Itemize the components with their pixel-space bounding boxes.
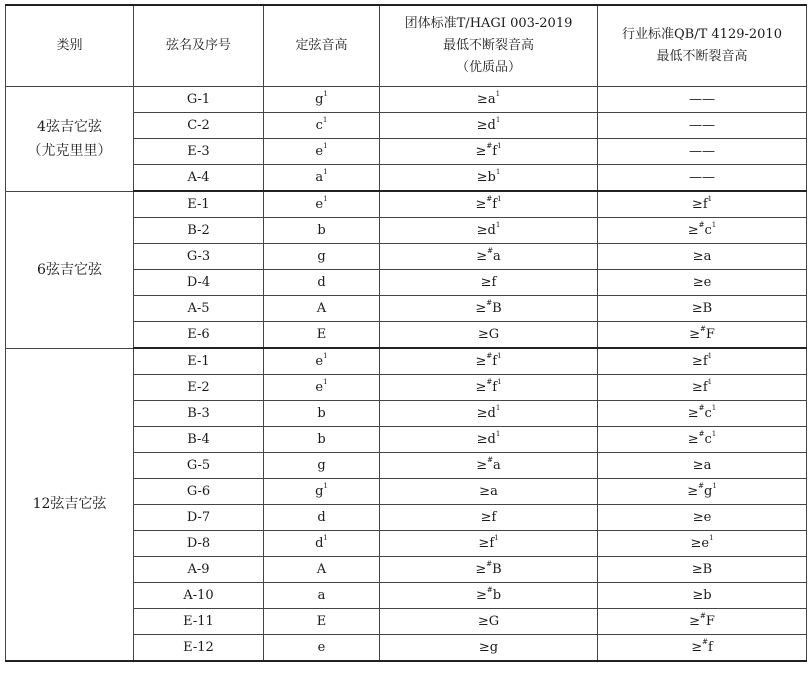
string-name-cell: A-5 xyxy=(134,296,264,322)
octave-mark: 1 xyxy=(323,534,328,542)
note-mark: a xyxy=(703,249,712,264)
accidental-mark: # xyxy=(700,612,706,620)
table-row xyxy=(6,87,807,113)
t-hagi-cell xyxy=(380,165,598,192)
note-mark: b xyxy=(487,170,496,185)
string-name-cell: B-3 xyxy=(134,401,264,427)
qb-t-cell xyxy=(598,218,807,244)
note-mark: d xyxy=(487,118,496,133)
relation-mark: ≥ xyxy=(476,118,488,133)
tuning-cell xyxy=(264,583,380,609)
t-hagi-cell xyxy=(380,557,598,583)
note-mark: d xyxy=(487,432,496,447)
t-hagi-cell xyxy=(380,427,598,453)
string-name-cell: C-2 xyxy=(134,113,264,139)
note-mark: c xyxy=(704,223,712,238)
tuning-cell xyxy=(264,113,380,139)
note-mark: f xyxy=(492,144,498,159)
string-name-cell: E-1 xyxy=(134,348,264,375)
accidental-mark: # xyxy=(702,638,708,646)
note-mark: e xyxy=(315,354,324,369)
relation-mark: ≥ xyxy=(476,92,488,107)
octave-mark: 1 xyxy=(709,534,714,542)
tuning-cell xyxy=(264,296,380,322)
string-name-cell: E-1 xyxy=(134,191,264,218)
t-hagi-cell xyxy=(380,244,598,270)
relation-mark: ≥ xyxy=(687,484,699,499)
header-t-hagi-line-2: 最低不断裂音高 xyxy=(442,38,534,53)
note-mark: A xyxy=(316,562,327,577)
qb-t-cell xyxy=(598,609,807,635)
category-label: 4弦吉它弦 xyxy=(37,118,102,135)
octave-mark: 1 xyxy=(323,378,328,386)
note-mark: B xyxy=(702,301,713,316)
note-mark: g xyxy=(703,484,713,499)
relation-mark: ≥ xyxy=(689,327,700,342)
tuning-cell xyxy=(264,479,380,505)
octave-mark: 1 xyxy=(495,430,501,438)
tuning-cell xyxy=(264,322,380,349)
note-mark: f xyxy=(492,354,498,369)
qb-t-cell xyxy=(598,505,807,531)
note-mark: a xyxy=(315,170,324,185)
note-mark: B xyxy=(702,562,713,577)
accidental-mark: # xyxy=(486,195,493,203)
relation-mark: ≥ xyxy=(476,223,488,238)
category-cell xyxy=(6,191,134,348)
note-mark: b xyxy=(317,223,326,238)
octave-mark: 1 xyxy=(323,352,328,360)
string-name-cell: E-6 xyxy=(134,322,264,349)
qb-t-cell xyxy=(598,296,807,322)
t-hagi-cell xyxy=(380,635,598,662)
relation-mark: ≥ xyxy=(691,354,703,369)
relation-mark: ≥ xyxy=(687,223,699,238)
note-mark: G xyxy=(488,327,500,342)
note-mark: d xyxy=(315,536,324,551)
string-name-cell: E-11 xyxy=(134,609,264,635)
string-name-cell: G-3 xyxy=(134,244,264,270)
relation-mark: ≥ xyxy=(475,588,487,603)
t-hagi-cell xyxy=(380,348,598,375)
note-mark: a xyxy=(317,588,326,603)
relation-mark: ≥ xyxy=(476,406,488,421)
relation-mark: ≥ xyxy=(689,614,700,629)
relation-mark: —— xyxy=(689,118,715,133)
category-cell xyxy=(6,87,134,192)
relation-mark: ≥ xyxy=(478,536,490,551)
relation-mark: ≥ xyxy=(691,380,703,395)
octave-mark: 1 xyxy=(711,404,717,412)
relation-mark: —— xyxy=(689,170,715,185)
header-t-hagi-line-1: 团体标准T/HAGI 003-2019 xyxy=(404,16,573,31)
note-mark: f xyxy=(491,275,497,290)
t-hagi-cell xyxy=(380,479,598,505)
note-mark: B xyxy=(492,301,502,316)
header-qb-t-line-1: 行业标准QB/T 4129-2010 xyxy=(622,27,782,42)
header-t-hagi-line-3: （优质品） xyxy=(455,60,521,75)
table-row xyxy=(6,348,807,375)
qb-t-cell xyxy=(598,113,807,139)
octave-mark: 1 xyxy=(497,352,502,360)
note-mark: a xyxy=(703,458,712,473)
note-mark: c xyxy=(315,118,323,133)
relation-mark: ≥ xyxy=(691,197,703,212)
tuning-cell xyxy=(264,401,380,427)
accidental-mark: # xyxy=(486,352,493,360)
relation-mark: ≥ xyxy=(691,301,703,316)
tuning-cell xyxy=(264,505,380,531)
note-mark: g xyxy=(315,484,324,499)
note-mark: e xyxy=(315,380,324,395)
octave-mark: 1 xyxy=(707,378,713,386)
table-body xyxy=(6,87,807,662)
table-row xyxy=(6,191,807,218)
qb-t-cell xyxy=(598,531,807,557)
accidental-mark: # xyxy=(698,221,705,229)
accidental-mark: # xyxy=(487,456,493,464)
category-label: （尤克里里） xyxy=(27,142,112,159)
octave-mark: 1 xyxy=(497,195,502,203)
note-mark: F xyxy=(705,327,715,342)
tuning-cell xyxy=(264,609,380,635)
relation-mark: ≥ xyxy=(687,406,699,421)
tuning-cell xyxy=(264,348,380,375)
octave-mark: 1 xyxy=(323,90,328,98)
note-mark: e xyxy=(317,640,326,655)
note-mark: e xyxy=(315,197,324,212)
qb-t-cell xyxy=(598,375,807,401)
note-mark: A xyxy=(316,301,327,316)
note-mark: e xyxy=(701,536,710,551)
octave-mark: 1 xyxy=(323,142,328,150)
note-mark: b xyxy=(317,432,326,447)
relation-mark: ≥ xyxy=(476,432,488,447)
t-hagi-cell xyxy=(380,375,598,401)
relation-mark: ≥ xyxy=(476,458,488,473)
note-mark: e xyxy=(703,510,712,525)
relation-mark: —— xyxy=(689,92,715,107)
tuning-cell xyxy=(264,191,380,218)
relation-mark: ≥ xyxy=(475,354,487,369)
string-pitch-table xyxy=(5,4,807,662)
qb-t-cell xyxy=(598,479,807,505)
relation-mark: ≥ xyxy=(475,562,487,577)
relation-mark: ≥ xyxy=(476,249,488,264)
relation-mark: ≥ xyxy=(691,562,703,577)
note-mark: f xyxy=(707,640,713,655)
string-name-cell: A-9 xyxy=(134,557,264,583)
note-mark: e xyxy=(315,144,324,159)
note-mark: a xyxy=(493,249,501,264)
header-t-hagi-standard xyxy=(380,5,598,87)
string-name-cell: G-1 xyxy=(134,87,264,113)
note-mark: a xyxy=(493,458,501,473)
relation-mark: ≥ xyxy=(480,275,492,290)
string-name-cell: E-2 xyxy=(134,375,264,401)
accidental-mark: # xyxy=(698,404,705,412)
octave-mark: 1 xyxy=(711,221,717,229)
tuning-cell xyxy=(264,218,380,244)
qb-t-cell xyxy=(598,427,807,453)
note-mark: f xyxy=(489,536,495,551)
relation-mark: ≥ xyxy=(475,301,487,316)
qb-t-cell xyxy=(598,583,807,609)
octave-mark: 1 xyxy=(707,352,713,360)
t-hagi-cell xyxy=(380,87,598,113)
accidental-mark: # xyxy=(486,142,493,150)
relation-mark: ≥ xyxy=(476,170,488,185)
note-mark: B xyxy=(492,562,502,577)
tuning-cell xyxy=(264,375,380,401)
qb-t-cell xyxy=(598,191,807,218)
string-name-cell: D-4 xyxy=(134,270,264,296)
note-mark: f xyxy=(702,197,708,212)
qb-t-cell xyxy=(598,453,807,479)
note-mark: g xyxy=(317,458,326,473)
qb-t-cell xyxy=(598,270,807,296)
qb-t-cell xyxy=(598,557,807,583)
note-mark: c xyxy=(704,432,712,447)
note-mark: e xyxy=(703,275,712,290)
tuning-cell xyxy=(264,244,380,270)
relation-mark: —— xyxy=(689,144,715,159)
octave-mark: 1 xyxy=(711,430,717,438)
octave-mark: 1 xyxy=(323,195,328,203)
octave-mark: 1 xyxy=(497,378,502,386)
note-mark: g xyxy=(315,92,324,107)
relation-mark: ≥ xyxy=(690,536,702,551)
qb-t-cell xyxy=(598,322,807,349)
relation-mark: ≥ xyxy=(692,275,704,290)
note-mark: a xyxy=(487,92,496,107)
string-name-cell: E-12 xyxy=(134,635,264,662)
relation-mark: ≥ xyxy=(475,380,487,395)
t-hagi-cell xyxy=(380,270,598,296)
t-hagi-cell xyxy=(380,113,598,139)
string-name-cell: A-10 xyxy=(134,583,264,609)
relation-mark: ≥ xyxy=(687,432,699,447)
note-mark: E xyxy=(316,614,327,629)
relation-mark: ≥ xyxy=(475,144,487,159)
accidental-mark: # xyxy=(698,482,704,490)
string-name-cell: A-4 xyxy=(134,165,264,192)
category-label: 12弦吉它弦 xyxy=(32,496,107,513)
header-qb-t-standard xyxy=(598,5,807,87)
tuning-cell xyxy=(264,635,380,662)
note-mark: b xyxy=(703,588,712,603)
tuning-cell xyxy=(264,557,380,583)
note-mark: b xyxy=(317,406,326,421)
tuning-cell xyxy=(264,165,380,192)
octave-mark: 1 xyxy=(712,482,717,490)
accidental-mark: # xyxy=(486,560,493,568)
relation-mark: ≥ xyxy=(479,484,491,499)
accidental-mark: # xyxy=(486,299,493,307)
qb-t-cell xyxy=(598,87,807,113)
relation-mark: ≥ xyxy=(478,640,490,655)
octave-mark: 1 xyxy=(323,168,328,176)
octave-mark: 1 xyxy=(495,168,501,176)
relation-mark: ≥ xyxy=(480,510,492,525)
relation-mark: ≥ xyxy=(477,614,489,629)
octave-mark: 1 xyxy=(497,142,502,150)
header-category: 类别 xyxy=(6,5,134,87)
t-hagi-cell xyxy=(380,531,598,557)
string-name-cell: B-2 xyxy=(134,218,264,244)
t-hagi-cell xyxy=(380,401,598,427)
t-hagi-cell xyxy=(380,296,598,322)
octave-mark: 1 xyxy=(323,482,328,490)
relation-mark: ≥ xyxy=(692,458,704,473)
string-name-cell: E-3 xyxy=(134,139,264,165)
note-mark: f xyxy=(492,197,498,212)
tuning-cell xyxy=(264,427,380,453)
t-hagi-cell xyxy=(380,583,598,609)
note-mark: F xyxy=(705,614,715,629)
t-hagi-cell xyxy=(380,218,598,244)
accidental-mark: # xyxy=(487,247,493,255)
note-mark: c xyxy=(704,406,712,421)
string-name-cell: D-7 xyxy=(134,505,264,531)
accidental-mark: # xyxy=(698,430,705,438)
tuning-cell xyxy=(264,87,380,113)
relation-mark: ≥ xyxy=(475,197,487,212)
string-name-cell: D-8 xyxy=(134,531,264,557)
octave-mark: 1 xyxy=(322,116,328,124)
octave-mark: 1 xyxy=(707,195,713,203)
tuning-cell xyxy=(264,139,380,165)
octave-mark: 1 xyxy=(495,404,501,412)
relation-mark: ≥ xyxy=(692,249,704,264)
t-hagi-cell xyxy=(380,505,598,531)
header-tuning-pitch: 定弦音高 xyxy=(264,5,380,87)
t-hagi-cell xyxy=(380,191,598,218)
note-mark: f xyxy=(491,510,497,525)
note-mark: d xyxy=(317,275,326,290)
note-mark: f xyxy=(492,380,498,395)
relation-mark: ≥ xyxy=(477,327,489,342)
tuning-cell xyxy=(264,531,380,557)
header-string-name: 弦名及序号 xyxy=(134,5,264,87)
note-mark: d xyxy=(487,406,496,421)
string-name-cell: G-6 xyxy=(134,479,264,505)
qb-t-cell xyxy=(598,244,807,270)
note-mark: g xyxy=(489,640,499,655)
octave-mark: 1 xyxy=(494,534,499,542)
octave-mark: 1 xyxy=(495,90,501,98)
note-mark: b xyxy=(492,588,502,603)
tuning-cell xyxy=(264,453,380,479)
qb-t-cell xyxy=(598,165,807,192)
string-name-cell: G-5 xyxy=(134,453,264,479)
accidental-mark: # xyxy=(486,586,493,594)
relation-mark: ≥ xyxy=(692,510,704,525)
note-mark: d xyxy=(317,510,326,525)
header-row xyxy=(6,5,807,87)
note-mark: f xyxy=(702,354,708,369)
t-hagi-cell xyxy=(380,139,598,165)
note-mark: g xyxy=(317,249,326,264)
note-mark: d xyxy=(487,223,496,238)
note-mark: E xyxy=(316,327,327,342)
category-label: 6弦吉它弦 xyxy=(37,261,102,278)
qb-t-cell xyxy=(598,635,807,662)
t-hagi-cell xyxy=(380,453,598,479)
t-hagi-cell xyxy=(380,609,598,635)
octave-mark: 1 xyxy=(495,221,501,229)
qb-t-cell xyxy=(598,401,807,427)
string-name-cell: B-4 xyxy=(134,427,264,453)
t-hagi-cell xyxy=(380,322,598,349)
qb-t-cell xyxy=(598,139,807,165)
accidental-mark: # xyxy=(700,325,706,333)
octave-mark: 1 xyxy=(495,116,501,124)
category-cell xyxy=(6,348,134,661)
relation-mark: ≥ xyxy=(692,588,704,603)
note-mark: f xyxy=(702,380,708,395)
qb-t-cell xyxy=(598,348,807,375)
note-mark: a xyxy=(490,484,498,499)
header-qb-t-line-2: 最低不断裂音高 xyxy=(656,49,748,64)
note-mark: G xyxy=(488,614,500,629)
relation-mark: ≥ xyxy=(691,640,703,655)
tuning-cell xyxy=(264,270,380,296)
accidental-mark: # xyxy=(486,378,493,386)
